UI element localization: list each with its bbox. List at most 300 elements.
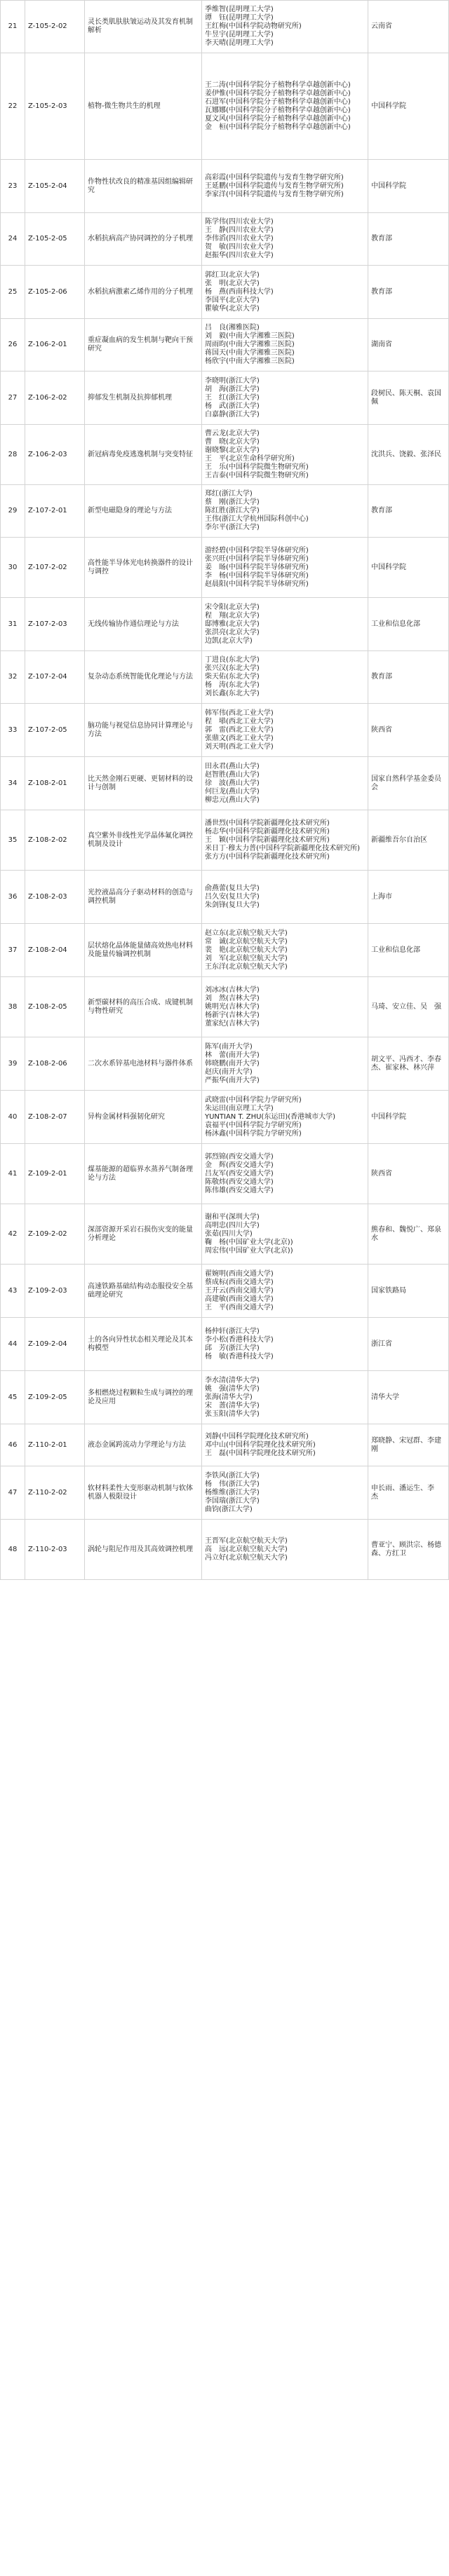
project-code: Z-105-2-05 [25, 213, 85, 266]
completers-cell [202, 810, 368, 871]
project-code: Z-107-2-05 [25, 704, 85, 757]
completer-name: 韩晓鹏(南开大学) [205, 1059, 260, 1068]
nominator: 申长雨、潘运生、李 杰 [368, 1466, 449, 1520]
completer-name: 杨沐鑫(中国科学院力学研究所) [205, 1129, 302, 1138]
completer-name: 曹 晓(北京大学) [205, 437, 260, 446]
nominator: 教育部 [368, 485, 449, 538]
project-title: 无线传输协作通信理论与方法 [85, 598, 202, 651]
completer-name: 夏文风(中国科学院分子植物科学卓越创新中心) [205, 114, 351, 123]
table-row [1, 1144, 449, 1204]
project-code: Z-109-2-04 [25, 1318, 85, 1371]
completer-name: 宋 蔷(清华大学) [205, 1401, 260, 1410]
table-row [1, 266, 449, 319]
project-title: 重症凝血病的发生机制与靶向干预研究 [85, 319, 202, 372]
completer-name: 张茹(四川大学) [205, 1229, 253, 1238]
project-title: 真空紫外非线性光学晶体氟化调控机制及设计 [85, 810, 202, 871]
nominator: 教育部 [368, 651, 449, 704]
row-number: 48 [1, 1520, 25, 1580]
completer-name: 蒋国天(中南大学湘雅三医院) [205, 349, 295, 357]
completers-cell [202, 757, 368, 810]
completers-cell [202, 538, 368, 598]
completer-name: 李水清(清华大学) [205, 1376, 260, 1384]
project-title: 新型碳材料的高压合成、成键机制与物性研究 [85, 977, 202, 1037]
completers-cell [202, 1204, 368, 1265]
completer-name: 冯立好(北京航空航天大学) [205, 1553, 288, 1562]
completer-name: 王 平(西南交通大学) [205, 1303, 274, 1311]
completer-name: 李小松(香港科技大学) [205, 1335, 274, 1344]
completer-name: 周雨昀(中南大学湘雅三医院) [205, 341, 295, 348]
row-number: 29 [1, 485, 25, 538]
completer-name: 李国平(北京大学) [205, 296, 260, 304]
completer-name: 边凯(北京大学) [205, 636, 253, 645]
project-code: Z-109-2-01 [25, 1144, 85, 1204]
row-number: 22 [1, 53, 25, 160]
project-code: Z-110-2-01 [25, 1424, 85, 1466]
completer-name: 袁福平(中国科学院力学研究所) [205, 1121, 302, 1129]
nominator: 工业和信息化部 [368, 598, 449, 651]
completers-cell [202, 1265, 368, 1318]
project-title: 液态金属跨流动力学理论与方法 [85, 1424, 202, 1466]
project-code: Z-110-2-02 [25, 1466, 85, 1520]
completers-cell [202, 1466, 368, 1520]
completer-name: 刘 毅(中南大学湘雅三医院) [205, 332, 295, 340]
project-code: Z-106-2-03 [25, 425, 85, 485]
project-title: 涡轮与阻尼作用及其高效调控机理 [85, 1520, 202, 1580]
completer-name: 杨 武(浙江大学) [205, 402, 260, 410]
row-number: 46 [1, 1424, 25, 1466]
nominator: 中国科学院 [368, 538, 449, 598]
completers-cell [202, 160, 368, 213]
completer-name: 吕久安(复旦大学) [205, 892, 260, 901]
completer-name: 米日丁·穆太力普(中国科学院新疆理化技术研究所) [205, 844, 360, 852]
completer-name: 王红梅(中国科学院动物研究所) [205, 22, 302, 30]
project-code: Z-109-2-03 [25, 1265, 85, 1318]
nominator: 国家铁路局 [368, 1265, 449, 1318]
table-row [1, 1091, 449, 1144]
completer-name: 李国瑞(浙江大学) [205, 1497, 260, 1505]
completer-name: 陈敬炜(西安交通大学) [205, 1178, 274, 1186]
completer-name: 常 诚(北京航空航天大学) [205, 937, 288, 946]
project-code: Z-110-2-03 [25, 1520, 85, 1580]
completer-name: 程 翔(北京大学) [205, 611, 260, 620]
completer-name: 吕 良(湘雅医院) [205, 324, 260, 332]
project-code: Z-108-2-04 [25, 924, 85, 977]
table-row [1, 1318, 449, 1371]
completer-name: 杨仲轩(浙江大学) [205, 1327, 260, 1335]
completer-name: 高 远(北京航空航天大学) [205, 1545, 288, 1553]
project-code: Z-105-2-04 [25, 160, 85, 213]
completer-name: 王 平(北京生命科学研究所) [205, 454, 295, 463]
row-number: 33 [1, 704, 25, 757]
completer-name: 邓中山(中国科学院理化技术研究所) [205, 1440, 316, 1449]
completer-name: 杨 伟(浙江大学) [205, 1480, 260, 1488]
table-row [1, 1265, 449, 1318]
completer-name: 石进军(中国科学院分子植物科学卓越创新中心) [205, 97, 351, 106]
completer-name: 王 磊(中国科学院理化技术研究所) [205, 1449, 316, 1457]
completer-name: 杨志华(中国科学院新疆理化技术研究所) [205, 827, 330, 836]
table-row [1, 924, 449, 977]
completer-name: 张 明(北京大学) [205, 279, 260, 287]
completer-name: 李尔平(浙江大学) [205, 524, 260, 531]
project-code: Z-108-2-07 [25, 1091, 85, 1144]
completers-cell [202, 425, 368, 485]
completers-cell [202, 1144, 368, 1204]
completers-cell [202, 1371, 368, 1424]
project-code: Z-107-2-02 [25, 538, 85, 598]
completer-name: 胡 海(浙江大学) [205, 385, 260, 393]
nominator: 郑晓静、宋冠群、李建刚 [368, 1424, 449, 1466]
row-number: 24 [1, 213, 25, 266]
completer-name: 王吉泰(中国科学院微生物研究所) [205, 471, 309, 479]
nominator: 湖南省 [368, 319, 449, 372]
completer-name: 邱 芳(浙江大学) [205, 1344, 260, 1352]
completer-name: 白嘉静(浙江大学) [205, 410, 260, 418]
table-row [1, 704, 449, 757]
completer-name: 严振华(南开大学) [205, 1076, 260, 1084]
completer-name: 王 红(浙江大学) [205, 393, 260, 402]
project-code: Z-107-2-04 [25, 651, 85, 704]
project-title: 二次水系锌基电池材料与器件体系 [85, 1037, 202, 1091]
row-number: 21 [1, 1, 25, 53]
completer-name: 何巨龙(燕山大学) [205, 787, 260, 796]
table-row [1, 160, 449, 213]
completer-name: 刘 军(北京航空航天大学) [205, 954, 288, 962]
project-title: 水稻抗病高产协同调控的分子机理 [85, 213, 202, 266]
project-code: Z-106-2-01 [25, 319, 85, 372]
project-code: Z-105-2-02 [25, 1, 85, 53]
completer-name: 柴天佑(东北大学) [205, 673, 260, 681]
row-number: 34 [1, 757, 25, 810]
nominator: 段树民、陈天桐、袁国佩 [368, 372, 449, 425]
completer-name: 李铁风(浙江大学) [205, 1471, 260, 1480]
row-number: 37 [1, 924, 25, 977]
completer-name: 高建敏(西南交通大学) [205, 1295, 274, 1303]
row-number: 25 [1, 266, 25, 319]
nominator: 中国科学院 [368, 160, 449, 213]
row-number: 43 [1, 1265, 25, 1318]
row-number: 39 [1, 1037, 25, 1091]
completers-cell [202, 485, 368, 538]
completer-name: 王东洋(北京航空航天大学) [205, 962, 288, 971]
completers-cell [202, 266, 368, 319]
project-title: 煤基能源的超临界水蒸养气制备理论与方法 [85, 1144, 202, 1204]
completers-cell [202, 651, 368, 704]
project-title: 灵长类肌肤肤皱运动及其发育机制解析 [85, 1, 202, 53]
completers-cell [202, 977, 368, 1037]
project-code: Z-107-2-01 [25, 485, 85, 538]
completer-name: 高彩霞(中国科学院遗传与发育生物学研究所) [205, 173, 344, 182]
completer-name: 陈学伟(四川农业大学) [205, 218, 274, 226]
completer-name: 金 辉(西安交通大学) [205, 1161, 274, 1169]
completer-name: 丁进良(东北大学) [205, 656, 260, 664]
completer-name: 陈伟雄(西安交通大学) [205, 1186, 274, 1194]
completer-name: 王二涛(中国科学院分子植物科学卓越创新中心) [205, 81, 351, 89]
table-row [1, 977, 449, 1037]
completers-cell [202, 924, 368, 977]
project-title: 水稻抗病激素乙烯作用的分子机理 [85, 266, 202, 319]
completer-name: 刘天明(西北工业大学) [205, 742, 274, 751]
completer-name: 赵立东(北京航空航天大学) [205, 929, 288, 937]
project-code: Z-108-2-02 [25, 810, 85, 871]
completer-name: 赵振华(四川农业大学) [205, 252, 274, 259]
completer-name: 李家洋(中国科学院遗传与发育生物学研究所) [205, 190, 344, 198]
completer-name: 瓦娜娜(中国科学院分子植物科学卓越创新中心) [205, 106, 351, 114]
completer-name: 陈红胜(浙江大学) [205, 507, 260, 514]
completers-cell [202, 1091, 368, 1144]
completer-name: 曲钧(浙江大学) [205, 1505, 253, 1513]
project-title: 脑功能与视觉信息协同计算理论与方法 [85, 704, 202, 757]
project-title: 深部资源开采岩石损伤灾变的能量分析理论 [85, 1204, 202, 1265]
project-title: 比天然金刚石更硬、更韧材料的设计与创制 [85, 757, 202, 810]
completers-cell [202, 372, 368, 425]
project-title: 软材料柔性大变形驱动机制与软体机器人极限设计 [85, 1466, 202, 1520]
project-title: 新冠病毒免疫逃逸机制与突变特征 [85, 425, 202, 485]
completer-name: 张玉阳(清华大学) [205, 1410, 260, 1418]
project-code: Z-108-2-05 [25, 977, 85, 1037]
completer-name: 陈军(南开大学) [205, 1042, 253, 1051]
completer-name: 王 颖(中国科学院新疆理化技术研究所) [205, 836, 330, 844]
completer-name: 俞燕蕾(复旦大学) [205, 884, 260, 892]
nominator: 陕西省 [368, 1144, 449, 1204]
completer-name: 朱剑锋(复旦大学) [205, 901, 260, 909]
project-code: Z-109-2-05 [25, 1371, 85, 1424]
nominator: 浙江省 [368, 1318, 449, 1371]
row-number: 31 [1, 598, 25, 651]
project-title: 抑郁发生机制及抗抑郁机理 [85, 372, 202, 425]
row-number: 32 [1, 651, 25, 704]
row-number: 28 [1, 425, 25, 485]
completer-name: 季维智(昆明理工大学) [205, 6, 274, 13]
table-row [1, 425, 449, 485]
completer-name: 谭 钰(昆明理工大学) [205, 14, 274, 22]
nominator: 工业和信息化部 [368, 924, 449, 977]
completer-name: 刘长鑫(东北大学) [205, 690, 260, 697]
completer-name: 王延鹏(中国科学院遗传与发育生物学研究所) [205, 182, 344, 190]
completer-name: 裴 艳(北京航空航天大学) [205, 946, 288, 954]
nominator: 熊春和、魏悦广、郑泉水 [368, 1204, 449, 1265]
completer-name: YUNTIAN T. ZHU(东运田)(香港城市大学) [205, 1112, 336, 1121]
completer-name: 林 蕾(南开大学) [205, 1051, 260, 1059]
table-row [1, 1371, 449, 1424]
nominator: 教育部 [368, 266, 449, 319]
project-title: 层状熔化晶体能量储高效热电材料及能量传输调控机制 [85, 924, 202, 977]
row-number: 40 [1, 1091, 25, 1144]
completer-name: 张海(清华大学) [205, 1393, 253, 1401]
nominator: 新疆维吾尔自治区 [368, 810, 449, 871]
row-number: 41 [1, 1144, 25, 1204]
row-number: 44 [1, 1318, 25, 1371]
completer-name: 赵晨阳(中国科学院半导体研究所) [205, 580, 309, 588]
completer-name: 刘静(中国科学院理化技术研究所) [205, 1432, 309, 1440]
row-number: 47 [1, 1466, 25, 1520]
completers-cell [202, 53, 368, 160]
table-row [1, 372, 449, 425]
nominator: 清华大学 [368, 1371, 449, 1424]
completer-name: 张洪亮(北京大学) [205, 628, 260, 636]
completer-name: 杨新宇(吉林大学) [205, 1011, 260, 1019]
row-number: 35 [1, 810, 25, 871]
completer-name: 朱运田(南京理工大学) [205, 1104, 274, 1112]
project-code: Z-108-2-06 [25, 1037, 85, 1091]
nominator: 陕西省 [368, 704, 449, 757]
nominator: 马琦、安立佳、吴 强 [368, 977, 449, 1037]
project-code: Z-107-2-03 [25, 598, 85, 651]
project-title: 光控液晶高分子驱动材料的创造与调控机制 [85, 871, 202, 924]
table-row [1, 213, 449, 266]
awards-table-body [1, 1, 449, 1580]
table-row [1, 757, 449, 810]
completers-cell [202, 1318, 368, 1371]
completer-name: 姚 强(清华大学) [205, 1384, 260, 1393]
project-title: 植物-微生物共生的机理 [85, 53, 202, 160]
completers-cell [202, 213, 368, 266]
completer-name: 姜伊惟(中国科学院分子植物科学卓越创新中心) [205, 89, 351, 97]
completer-name: 李伟滔(四川农业大学) [205, 235, 274, 243]
nominator: 国家自然科学基金委员会 [368, 757, 449, 810]
row-number: 38 [1, 977, 25, 1037]
project-code: Z-108-2-03 [25, 871, 85, 924]
completer-name: 王 静(四川农业大学) [205, 226, 274, 234]
project-code: Z-105-2-03 [25, 53, 85, 160]
nominator: 沈洪兵、饶毅、张泽民 [368, 425, 449, 485]
table-row [1, 1, 449, 53]
row-number: 42 [1, 1204, 25, 1265]
completer-name: 邸博雅(北京大学) [205, 620, 260, 628]
project-title: 异构金属材料强韧化研究 [85, 1091, 202, 1144]
nominator: 胡文平、冯西才、李春杰、崔家林、林兴萍 [368, 1037, 449, 1091]
nominator: 曹亚宁、顾洪宗、杨德森、方红卫 [368, 1520, 449, 1580]
completer-name: 程 塨(西北工业大学) [205, 717, 274, 725]
project-title: 多相燃烧过程颗粒生成与调控的理论及应用 [85, 1371, 202, 1424]
completer-name: 蔡 刚(浙江大学) [205, 498, 260, 506]
completer-name: 徐 波(燕山大学) [205, 779, 260, 787]
completer-name: 张兴旺(中国科学院半导体研究所) [205, 554, 309, 563]
completers-cell [202, 871, 368, 924]
nominator: 教育部 [368, 213, 449, 266]
table-row [1, 651, 449, 704]
row-number: 27 [1, 372, 25, 425]
table-row [1, 1424, 449, 1466]
project-title: 作物性状改良的精准基因组编辑研究 [85, 160, 202, 213]
completer-name: 杨 涛(东北大学) [205, 681, 260, 689]
completer-name: 郭烈锦(西安交通大学) [205, 1152, 274, 1161]
table-row [1, 485, 449, 538]
completer-name: 田永君(燕山大学) [205, 762, 260, 770]
table-row [1, 1204, 449, 1265]
completer-name: 金 桓(中国科学院分子植物科学卓越创新中心) [205, 123, 351, 131]
nominator: 上海市 [368, 871, 449, 924]
completer-name: 游经碧(中国科学院半导体研究所) [205, 546, 309, 554]
project-code: Z-108-2-01 [25, 757, 85, 810]
completer-name: 杨 燕(西南科技大学) [205, 287, 274, 296]
completer-name: 柳忠元(燕山大学) [205, 796, 260, 804]
project-title: 高性能半导体光电转换器件的设计与调控 [85, 538, 202, 598]
table-row [1, 598, 449, 651]
completer-name: 杨 敏(香港科技大学) [205, 1352, 274, 1361]
completers-cell [202, 598, 368, 651]
completer-name: 潘世烈(中国科学院新疆理化技术研究所) [205, 819, 330, 827]
table-row [1, 871, 449, 924]
completer-name: 张鼎文(西北工业大学) [205, 734, 274, 742]
completer-name: 李晓明(浙江大学) [205, 376, 260, 385]
completer-name: 姜 旸(中国科学院半导体研究所) [205, 563, 309, 571]
completer-name: 翟婉明(西南交通大学) [205, 1269, 274, 1278]
completer-name: 贺 敏(四川农业大学) [205, 243, 274, 251]
completers-cell [202, 1, 368, 53]
completer-name: 高明忠(四川大学) [205, 1221, 260, 1229]
nominator: 中国科学院 [368, 1091, 449, 1144]
completers-cell [202, 1424, 368, 1466]
completer-name: 赵智胜(燕山大学) [205, 770, 260, 779]
completers-cell [202, 1037, 368, 1091]
nominator: 云南省 [368, 1, 449, 53]
completer-name: 李 杨(中国科学院半导体研究所) [205, 571, 309, 580]
completer-name: 杨维维(浙江大学) [205, 1488, 260, 1497]
project-title: 土的各向异性状态相关理论及其本构模型 [85, 1318, 202, 1371]
completers-cell [202, 1520, 368, 1580]
completer-name: 张方方(中国科学院新疆理化技术研究所) [205, 852, 330, 861]
project-title: 新型电磁隐身的理论与方法 [85, 485, 202, 538]
completer-name: 刘 然(吉林大学) [205, 994, 260, 1002]
completer-name: 杨欣宇(中南大学湘雅三医院) [205, 357, 295, 365]
completer-name: 郭 雷(西北工业大学) [205, 725, 274, 734]
completer-name: 牛昱宇(昆明理工大学) [205, 31, 274, 39]
row-number: 26 [1, 319, 25, 372]
completer-name: 郭红卫(北京大学) [205, 271, 260, 279]
row-number: 36 [1, 871, 25, 924]
completer-name: 王伟(浙江大学杭州国际科创中心) [205, 515, 309, 523]
row-number: 23 [1, 160, 25, 213]
completer-name: 王晋军(北京航空航天大学) [205, 1536, 288, 1545]
table-row [1, 810, 449, 871]
completer-name: 姚明光(吉林大学) [205, 1002, 260, 1011]
completer-name: 曹云龙(北京大学) [205, 429, 260, 437]
project-code: Z-105-2-06 [25, 266, 85, 319]
completers-cell [202, 319, 368, 372]
project-code: Z-109-2-02 [25, 1204, 85, 1265]
completer-name: 董家纪(吉林大学) [205, 1019, 260, 1028]
nominator: 中国科学院 [368, 53, 449, 160]
table-row [1, 538, 449, 598]
project-title: 高速铁路基础结构动态服役安全基础理论研究 [85, 1265, 202, 1318]
project-code: Z-106-2-02 [25, 372, 85, 425]
completer-name: 郑红(浙江大学) [205, 490, 253, 498]
completer-name: 蔡成标(西南交通大学) [205, 1278, 274, 1286]
completer-name: 吕友军(西安交通大学) [205, 1169, 274, 1178]
table-row [1, 319, 449, 372]
completers-cell [202, 704, 368, 757]
completer-name: 李天晴(昆明理工大学) [205, 39, 274, 47]
completer-name: 瞿敏华(北京大学) [205, 304, 260, 313]
project-title: 复杂动态系统智能优化理论与方法 [85, 651, 202, 704]
completer-name: 赵庆(南开大学) [205, 1068, 253, 1076]
completer-name: 宋令阳(北京大学) [205, 603, 260, 611]
completer-name: 武晓雷(中国科学院力学研究所) [205, 1096, 302, 1104]
completer-name: 周宏伟(中国矿业大学(北京)) [205, 1246, 293, 1255]
table-row [1, 1466, 449, 1520]
completer-name: 王开云(西南交通大学) [205, 1286, 274, 1295]
row-number: 30 [1, 538, 25, 598]
row-number: 45 [1, 1371, 25, 1424]
completer-name: 鞠 杨(中国矿业大学(北京)) [205, 1238, 293, 1246]
completer-name: 张兴汉(东北大学) [205, 665, 260, 672]
table-row [1, 1520, 449, 1580]
completer-name: 刘冰冰(吉林大学) [205, 986, 260, 994]
table-row [1, 53, 449, 160]
completer-name: 韩军伟(西北工业大学) [205, 709, 274, 717]
completer-name: 王 乐(中国科学院微生物研究所) [205, 463, 309, 471]
table-row [1, 1037, 449, 1091]
